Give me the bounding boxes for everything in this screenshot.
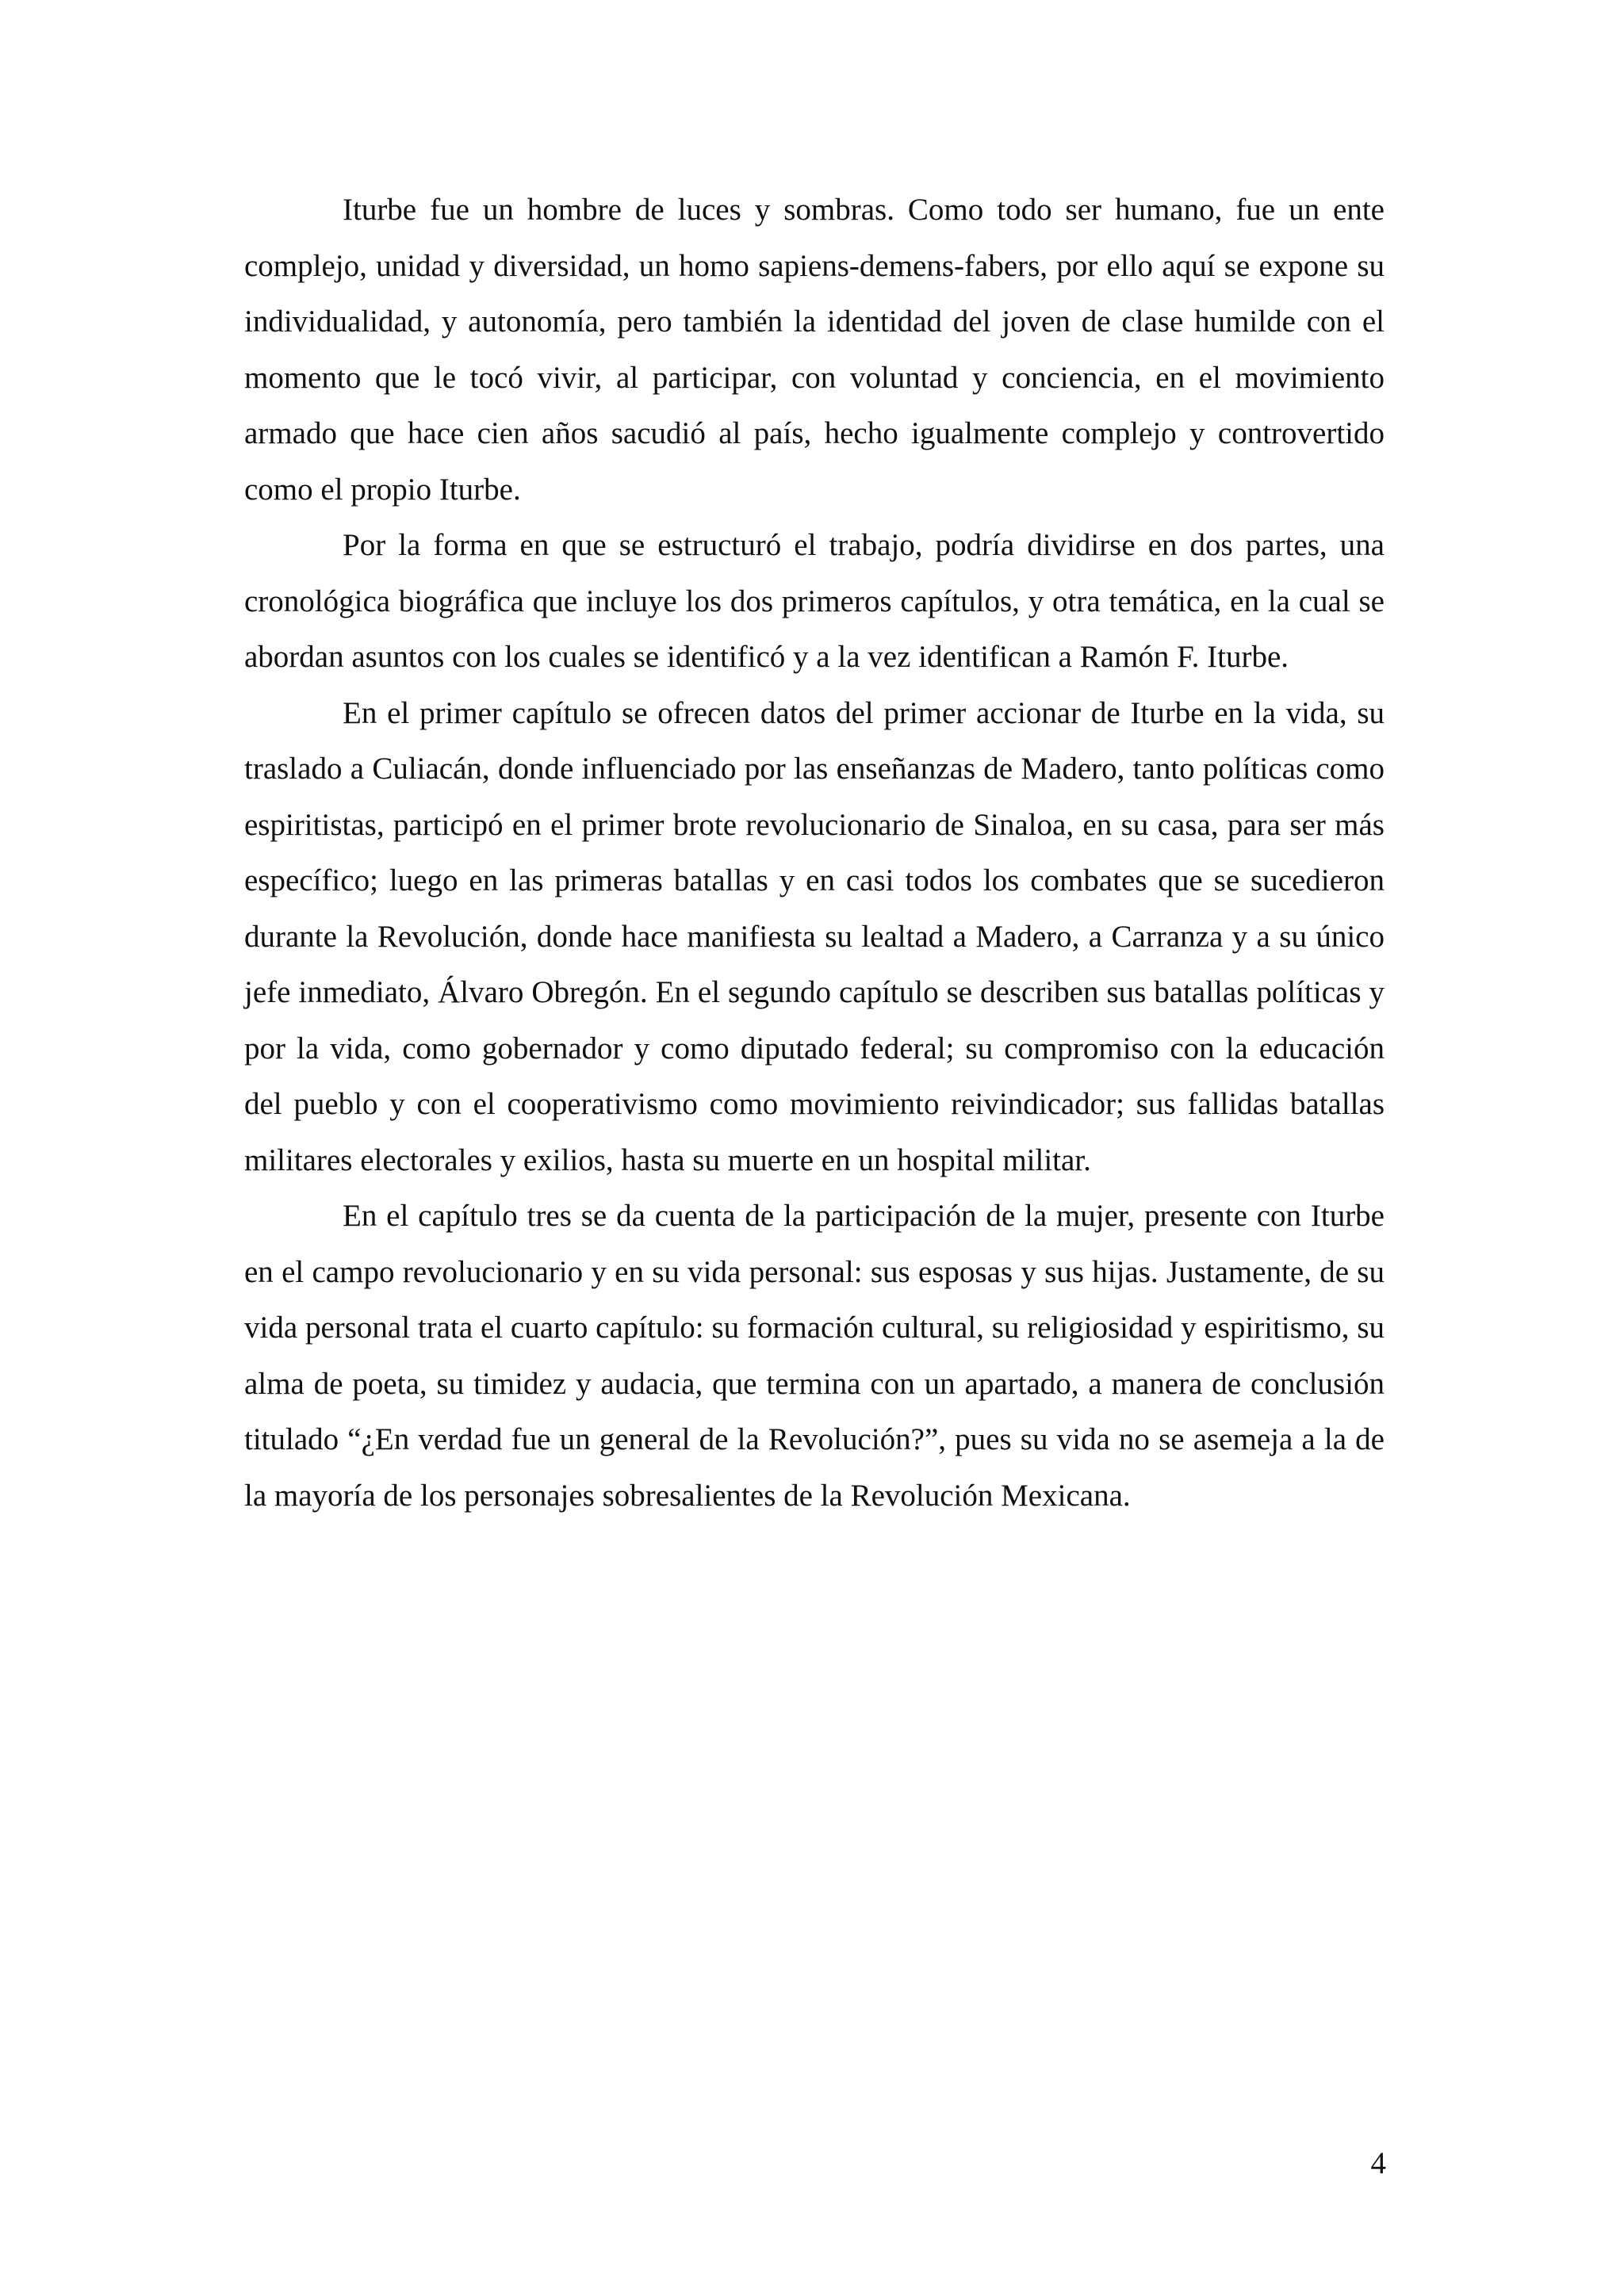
body-text	[244, 182, 1385, 1524]
page-number: 4	[1370, 2146, 1386, 2180]
paragraph-1: Iturbe fue un hombre de luces y sombras. Como todo ser humano, fue un ente complejo, unidad y diversidad, un homo sapiens-demens-fabers, por ello aquí se expone su individualidad, y autonomía, pero también la identidad del joven de clase humilde con el momento que le tocó vivir, al participar, con voluntad y conciencia, en el movimiento armado que hace cien años sacudió al país, hecho igualmente complejo y controvertido como el propio Iturbe.	[244, 193, 1385, 507]
paragraph-2: Por la forma en que se estructuró el trabajo, podría dividirse en dos partes, una cronológica biográfica que incluye los dos primeros capítulos, y otra temática, en la cual se abordan asuntos con los cuales se identificó y a la vez identifican a Ramón F. Iturbe.	[244, 528, 1385, 674]
paragraph-3: En el primer capítulo se ofrecen datos del primer accionar de Iturbe en la vida, su traslado a Culiacán, donde influenciado por las enseñanzas de Madero, tanto políticas como espiritistas, participó en el primer brote revolucionario de Sinaloa, en su casa, para ser más específico; luego en las primeras batallas y en casi todos los combates que se sucedieron durante la Revolución, donde hace manifiesta su lealtad a Madero, a Carranza y a su único jefe inmediato, Álvaro Obregón. En el segundo capítulo se describen sus batallas políticas y por la vida, como gobernador y como diputado federal; su compromiso con la educación del pueblo y con el cooperativismo como movimiento reivindicador; sus fallidas batallas militares electorales y exilios, hasta su muerte en un hospital militar.	[244, 695, 1385, 1177]
paragraph-4: En el capítulo tres se da cuenta de la participación de la mujer, presente con Iturbe en el campo revolucionario y en su vida personal: sus esposas y sus hijas. Justamente, de su vida personal trata el cuarto capítulo: su formación cultural, su religiosidad y espiritismo, su alma de poeta, su timidez y audacia, que termina con un apartado, a manera de conclusión titulado “¿En verdad fue un general de la Revolución?”, pues su vida no se asemeja a la de la mayoría de los personajes sobresalientes de la Revolución Mexicana.	[244, 1199, 1385, 1513]
